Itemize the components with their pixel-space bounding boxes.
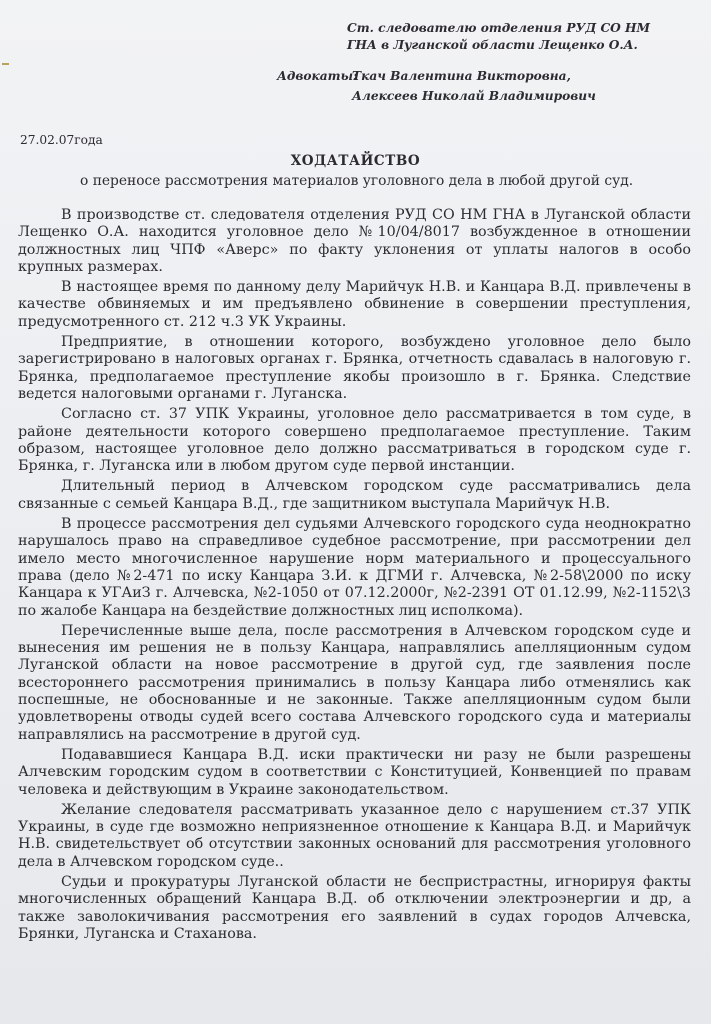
advocate-name: Алексеев Николай Владимирович: [352, 89, 596, 103]
document-title: ХОДАТАЙСТВО: [290, 153, 421, 169]
recipient-line: ГНА в Луганской области Лещенко О.А.: [347, 38, 638, 52]
paragraph: Длительный период в Алчевском городском суде рассматривались дела связанные с семьей Канцара В.Д., где защитником выступала Марийчук Н.В.: [18, 478, 691, 512]
paragraph: Судьи и прокуратуры Луганской области не беспристрастны, игнорируя факты многочисленных обращений Канцара В.Д. об отключении электроэнергии и др, а также заволокичивания рассмотрения его заявлений в судах городов Алчевска, Брянки, Луганска и Стаханова.: [18, 873, 691, 942]
paragraph: Предприятие, в отношении которого, возбуждено уголовное дело было зарегистрировано в налоговых органах г. Брянка, отчетность сдавалась в налоговую г. Брянка, предполагаемое преступление якобы произошло в г. Брянка. Следствие ведется налоговыми органами г. Луганска.: [18, 334, 691, 402]
recipient-block: [347, 20, 702, 54]
paragraph: Желание следователя рассматривать указанное дело с нарушением ст.37 УПК Украины, в суде где возможно неприязненное отношение к Канцара В.Д. и Марийчук Н.В. свидетельствует об отсутствии законных оснований для рассмотрения уголовного дела в Алчевском городском суде..: [18, 801, 691, 870]
advocate-name: Ткач Валентина Викторовна,: [352, 69, 571, 83]
document-date: 27.02.07года: [20, 133, 103, 147]
paragraph: Согласно ст. 37 УПК Украины, уголовное дело рассматривается в том суде, в районе деятельности которого совершено предполагаемое преступление. Таким образом, настоящее уголовное дело должно рассматриваться в городском суде г. Брянка, г. Луганска или в любом другом суде первой инстанции.: [18, 406, 691, 475]
paragraph: В производстве ст. следователя отделения РУД СО НМ ГНА в Луганской области Лещенко О.А. находится уголовное дело №10/04/8017 возбужденное в отношении должностных лиц ЧПФ «Аверс» по факту уклонения от уплаты налогов в особо крупных размерах.: [18, 207, 691, 275]
document-subtitle: о переносе рассмотрения материалов уголовного дела в любой другой суд.: [80, 173, 634, 189]
paragraph: Перечисленные выше дела, после рассмотрения в Алчевском городском суде и вынесения им решения не в пользу Канцара, направлялись апелляционным судом Луганской области на новое рассмотрение в другой суд, где заявления после всестороннего рассмотрения принимались в пользу Канцара либо отменялись как поспешные, не обоснованные и не законные. Также апелляционным судом были удовлетворены отводы судей всего состава Алчевского городского суда и материалы направлялись на рассмотрение в другой суд.: [18, 622, 691, 743]
margin-mark: [2, 63, 9, 65]
advocates-block: [277, 66, 677, 106]
paragraph: Подававшиеся Канцара В.Д. иски практически ни разу не были разрешены Алчевским городским судом в соответствии с Конституцией, Конвенцией по правам человека и действующим в Украине законодательством.: [18, 746, 691, 798]
advocates-label: Адвокаты:: [277, 69, 358, 83]
recipient-line: Ст. следователю отделения РУД СО НМ: [347, 21, 651, 35]
paragraph: В настоящее время по данному делу Марийчук Н.В. и Канцара В.Д. привлечены в качестве обвиняемых и им предъявлено обвинение в совершении преступления, предусмотренного ст. 212 ч.3 УК Украины.: [18, 279, 691, 330]
document-body: [18, 207, 691, 946]
paragraph: В процессе рассмотрения дел судьями Алчевского городского суда неоднократно нарушалось право на справедливое судебное рассмотрение, при рассмотрении дел имело место многочисленное нарушение норм материального и процессуального права (дело №2-471 по иску Канцара З.И. к ДГМИ г. Алчевска, №2-58\2000 по иску Канцара к УГАиЗ г. Алчевска, №2-1050 от 07.12.2000г, №2-2391 ОТ 01.12.99, №2-1152\3 по жалобе Канцара на бездействие должностных лиц исполкома).: [18, 516, 691, 619]
